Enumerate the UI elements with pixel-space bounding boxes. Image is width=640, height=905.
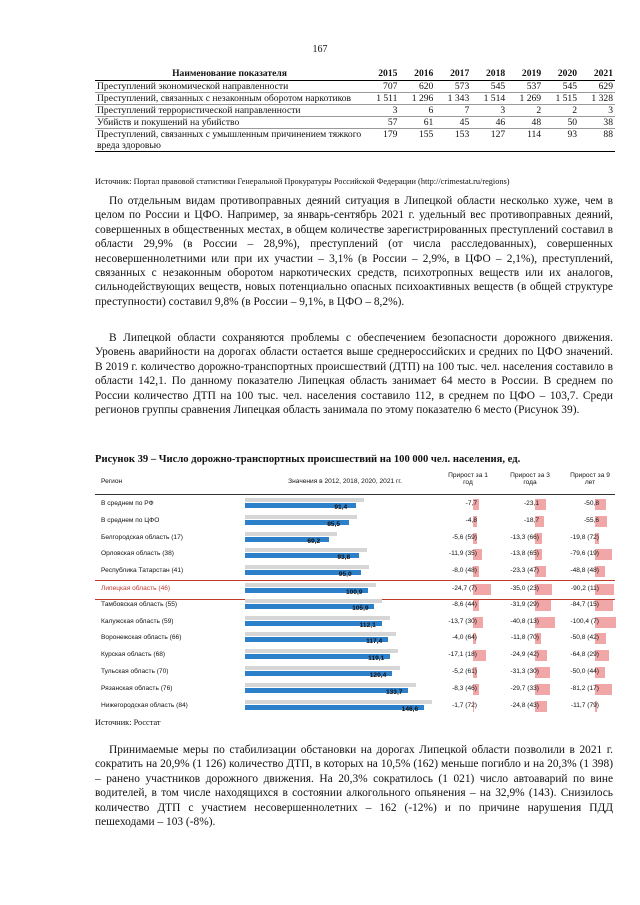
chart-header-region: Регион xyxy=(101,478,123,485)
chart-region-label: В среднем по ЦФО xyxy=(101,516,160,524)
chart-growth-value: -35,0 (23) xyxy=(510,585,539,592)
chart-row xyxy=(95,597,615,615)
crime-row-value: 57 xyxy=(364,117,399,129)
crime-row-value: 45 xyxy=(435,117,471,129)
chart-row xyxy=(95,496,615,514)
crime-row-value: 50 xyxy=(543,117,579,129)
chart-bar-value-label: 69,2 xyxy=(307,537,321,545)
chart-growth-value: -13,8 (65) xyxy=(510,550,539,558)
chart-bar-background xyxy=(245,565,369,569)
crime-row-name: Преступлений террористической направленности xyxy=(95,105,364,117)
chart-growth-value: -4,8 xyxy=(465,516,477,524)
chart-row xyxy=(95,630,615,648)
crime-row-value: 620 xyxy=(399,81,435,93)
chart-row xyxy=(95,647,615,665)
crime-row-value: 1 514 xyxy=(471,93,507,105)
chart-bar-value-label: 119,1 xyxy=(368,655,385,663)
chart-region-label: Тамбовская область (55) xyxy=(101,600,178,608)
crime-row-value: 707 xyxy=(364,81,399,93)
chart-growth-value: -5,2 (61) xyxy=(452,668,477,675)
year-header: 2018 xyxy=(471,68,507,81)
chart-row xyxy=(95,530,615,548)
chart-region-label: В среднем по РФ xyxy=(101,500,154,507)
crime-row-value: 61 xyxy=(399,117,435,129)
crime-row-value: 114 xyxy=(507,129,543,152)
chart-growth-value: -11,8 (70) xyxy=(510,634,539,642)
crime-row-value: 545 xyxy=(471,81,507,93)
chart-bar-background xyxy=(245,683,416,687)
crime-row-value: 545 xyxy=(543,81,579,93)
crime-row-value: 1 511 xyxy=(364,93,399,105)
crime-row-value: 537 xyxy=(507,81,543,93)
dtp-chart xyxy=(95,470,615,714)
chart-growth-value: -29,7 (33) xyxy=(510,684,539,692)
chart-header-values: Значения в 2012, 2018, 2020, 2021 гг. xyxy=(288,478,402,485)
chart-bar-background xyxy=(245,632,396,636)
chart-row xyxy=(95,563,615,581)
chart-growth-value: -11,9 (35) xyxy=(448,550,477,558)
crime-row-value: 1 328 xyxy=(579,93,615,105)
chart-row xyxy=(95,664,615,682)
chart-bar-background xyxy=(245,700,432,704)
chart-growth-value: -48,8 (48) xyxy=(570,567,599,575)
chart-growth-value: -7,7 xyxy=(465,500,477,507)
crime-row-value: 153 xyxy=(435,129,471,152)
chart-bar-value-label: 95,0 xyxy=(338,571,352,579)
chart-header xyxy=(95,470,615,495)
chart-bar-value-label: 91,4 xyxy=(334,504,348,511)
chart-row xyxy=(95,698,615,716)
source-note: Источник: Портал правовой статистики Генеральной Прокуратуры Российской Федерации (http://crimestat.ru/regions) xyxy=(95,177,510,186)
year-header: 2017 xyxy=(435,68,471,81)
chart-bar-background xyxy=(245,498,364,502)
chart-growth-value: -23,1 xyxy=(523,500,539,507)
chart-region-label: Белгородская область (17) xyxy=(101,533,183,541)
crime-row-value: 88 xyxy=(579,129,615,152)
crime-row-value: 38 xyxy=(579,117,615,129)
crime-row-name: Убийств и покушений на убийство xyxy=(95,117,364,129)
chart-header-growth-9y: Прирост за 9 лет xyxy=(570,472,610,486)
chart-growth-value: -64,8 (29) xyxy=(570,651,599,659)
chart-growth-value: -8,0 (48) xyxy=(452,567,477,575)
chart-growth-value: -84,7 (15) xyxy=(570,600,599,608)
chart-row xyxy=(95,614,615,632)
crime-row-value: 1 296 xyxy=(399,93,435,105)
crime-row-value: 48 xyxy=(507,117,543,129)
chart-growth-value: -11,7 (79) xyxy=(570,701,599,709)
chart-growth-value: -18,7 xyxy=(523,516,539,524)
crime-row-value: 179 xyxy=(364,129,399,152)
chart-bar-background xyxy=(245,649,398,653)
crime-table-header-name: Наименование показателя xyxy=(95,68,364,81)
chart-growth-value: -8,6 (44) xyxy=(452,600,477,608)
chart-growth-value: -13,3 (66) xyxy=(510,533,539,541)
year-header: 2019 xyxy=(507,68,543,81)
crime-row-value: 2 xyxy=(543,105,579,117)
year-header: 2016 xyxy=(399,68,435,81)
crime-table-row xyxy=(95,117,615,129)
chart-growth-value: -8,3 (46) xyxy=(452,684,477,692)
crime-row-name: Преступлений, связанных с умышленным причинением тяжкого вреда здоровью xyxy=(95,129,364,152)
chart-growth-value: -31,3 (30) xyxy=(510,668,539,675)
chart-source-note: Источник: Росстат xyxy=(95,718,161,727)
chart-growth-value: -50,8 (42) xyxy=(570,634,599,642)
chart-row xyxy=(95,513,615,531)
chart-growth-value: -31,9 (29) xyxy=(510,600,539,608)
page-number: 167 xyxy=(312,44,328,55)
crime-row-value: 1 515 xyxy=(543,93,579,105)
chart-bar-value-label: 133,7 xyxy=(385,688,403,696)
chart-growth-value: -81,2 (17) xyxy=(570,684,599,692)
crime-row-name: Преступлений экономической направленности xyxy=(95,81,364,93)
chart-region-label: Республика Татарстан (41) xyxy=(101,567,184,575)
chart-bar-background xyxy=(245,532,337,536)
crime-row-value: 2 xyxy=(507,105,543,117)
chart-bar-value-label: 146,6 xyxy=(401,705,419,713)
chart-growth-value: -90,2 (11) xyxy=(570,585,599,592)
chart-growth-value: -50,0 (44) xyxy=(570,668,599,675)
chart-growth-value: -4,0 (64) xyxy=(452,634,477,642)
chart-header-growth-1y: Прирост за 1 год xyxy=(448,472,488,486)
crime-row-value: 1 269 xyxy=(507,93,543,105)
chart-bar-background xyxy=(245,666,400,670)
chart-bar-value-label: 117,4 xyxy=(366,638,383,646)
chart-bar-value-label: 100,9 xyxy=(345,589,363,596)
chart-growth-value: -19,8 (72) xyxy=(570,533,599,541)
crime-table-header-row xyxy=(95,68,615,81)
crime-row-value: 46 xyxy=(471,117,507,129)
chart-growth-value: -23,3 (47) xyxy=(510,567,539,575)
crime-row-value: 1 343 xyxy=(435,93,471,105)
crime-table-row xyxy=(95,93,615,105)
crime-row-value: 155 xyxy=(399,129,435,152)
chart-bar-background xyxy=(245,616,390,620)
chart-growth-value: -24,7 (7) xyxy=(452,585,477,592)
chart-region-label: Липецкая область (46) xyxy=(101,585,171,592)
crime-row-value: 629 xyxy=(579,81,615,93)
chart-growth-value: -79,6 (19) xyxy=(570,550,599,558)
crime-table-row xyxy=(95,81,615,93)
chart-bar-value-label: 105,9 xyxy=(352,604,369,612)
chart-growth-value: -1,7 (72) xyxy=(452,701,477,709)
year-header: 2021 xyxy=(579,68,615,81)
paragraph: Принимаемые меры по стабилизации обстановки на дорогах Липецкой области позволили в 2021 г. сократить на 20,9% (1 126) количество ДТП, в которых на 10,5% (162) меньше погибло и на 20,3% (1 398) – ранено участников дорожного движения. На 20,3% сократилось (1 021) число автоаварий по вине водителей, в том числе находящихся в состоянии алкогольного опьянения – на 32,9% (143). Снизилось количество ДТП с участием несовершеннолетних – 162 (-12%) и по причине нарушения ПДД пешеходами – 103 (-8%). xyxy=(95,744,613,829)
chart-growth-value: -50,8 xyxy=(583,500,599,507)
paragraph: По отдельным видам противоправных деяний ситуация в Липецкой области несколько хуже, чем в целом по России и ЦФО. Например, за январь-сентябрь 2021 г. удельный вес противоправных деяний, совершенных в общественных местах, в общем количестве зарегистрированных преступлений составил в области 29,9% (в России – 28,9%), преступлений (от числа расследованных), совершенных несовершеннолетними или при их участии – 3,1% (в России – 2,9%, в ЦФО – 2,1%), преступлений, связанных с незаконным оборотом наркотических средств, психотропных веществ или их аналогов, сильнодействующих веществ, новых потенциально опасных психоактивных веществ (в общей структуре преступности) составил 9,8% (в России – 9,1%, в ЦФО – 8,2%). xyxy=(95,195,613,308)
chart-bar-background xyxy=(245,548,367,552)
crime-row-value: 3 xyxy=(364,105,399,117)
chart-growth-value: -17,1 (18) xyxy=(448,651,477,659)
crime-table-row xyxy=(95,105,615,117)
chart-region-label: Воронежская область (66) xyxy=(101,634,182,642)
chart-bar-background xyxy=(245,599,382,603)
chart-region-label: Курская область (68) xyxy=(101,651,166,659)
chart-bar-value-label: 120,4 xyxy=(369,672,387,679)
chart-bar-value-label: 93,8 xyxy=(337,554,351,562)
chart-growth-value: -24,8 (43) xyxy=(510,701,539,709)
chart-bar xyxy=(245,705,424,710)
chart-growth-value: -13,7 (30) xyxy=(448,617,477,625)
chart-bar-background xyxy=(245,583,376,587)
crime-row-value: 7 xyxy=(435,105,471,117)
figure-title: Рисунок 39 – Число дорожно-транспортных происшествий на 100 000 чел. населения, ед. xyxy=(95,454,521,465)
chart-bar-value-label: 112,1 xyxy=(359,621,376,629)
crime-row-value: 3 xyxy=(471,105,507,117)
chart-growth-value: -5,6 (59) xyxy=(452,533,477,541)
chart-growth-value: -100,4 (7) xyxy=(570,617,599,625)
chart-growth-value: -55,6 xyxy=(583,516,599,524)
crime-row-value: 6 xyxy=(399,105,435,117)
paragraph: В Липецкой области сохраняются проблемы с обеспечением безопасности дорожного движения. Уровень аварийности на дорогах области остается выше среднероссийских и средних по ЦФО значений. В 2019 г. количество дорожно-транспортных происшествий (ДТП) на 100 тыс. чел. населения составило в области 142,1. По данному показателю Липецкая область занимает 64 место в России. В среднем по России количество ДТП на 100 тыс. чел. населения составило 112, в среднем по ЦФО – 103,7. Среди регионов группы сравнения Липецкая область занимала по этому показателю 6 место (Рисунок 39). xyxy=(95,332,613,417)
crime-table xyxy=(95,68,615,152)
chart-region-label: Орловская область (38) xyxy=(101,550,174,558)
year-header: 2020 xyxy=(543,68,579,81)
crime-row-value: 127 xyxy=(471,129,507,152)
crime-row-value: 3 xyxy=(579,105,615,117)
chart-region-label: Нижегородская область (84) xyxy=(101,701,188,709)
chart-bar xyxy=(245,688,408,693)
crime-row-name: Преступлений, связанных с незаконным оборотом наркотиков xyxy=(95,93,364,105)
chart-header-growth-3y: Прирост за 3 года xyxy=(510,472,550,486)
chart-region-label: Тульская область (70) xyxy=(101,668,169,675)
chart-row xyxy=(95,546,615,564)
chart-region-label: Калужская область (59) xyxy=(101,617,174,625)
chart-row xyxy=(95,681,615,699)
year-header: 2015 xyxy=(364,68,399,81)
chart-growth-value: -40,8 (13) xyxy=(510,617,539,625)
crime-row-value: 93 xyxy=(543,129,579,152)
chart-growth-value: -24,9 (42) xyxy=(510,651,539,659)
chart-region-label: Рязанская область (76) xyxy=(101,684,173,692)
chart-bar-value-label: 85,5 xyxy=(327,520,341,528)
crime-row-value: 573 xyxy=(435,81,471,93)
crime-table-row xyxy=(95,129,615,152)
chart-bar-background xyxy=(245,515,357,519)
